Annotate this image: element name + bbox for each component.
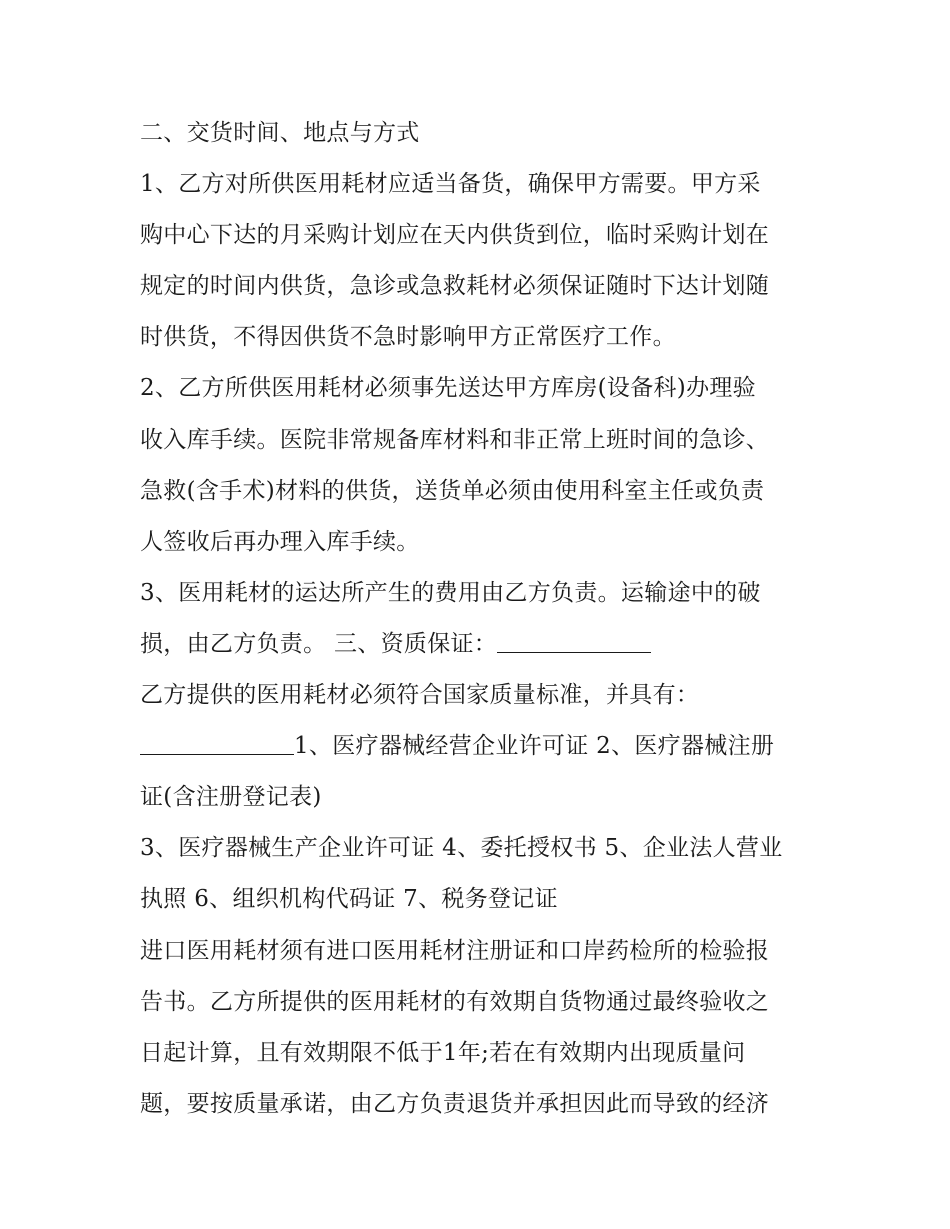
paragraph-line: 急救(含手术)材料的供货，送货单必须由使用科室主任或负责 bbox=[140, 477, 765, 504]
paragraph-line: 题，要按质量承诺，由乙方负责退货并承担因此而导致的经济 bbox=[140, 1090, 770, 1117]
paragraph-line: 乙方提供的医用耗材必须符合国家质量标准，并具有： bbox=[140, 682, 700, 709]
paragraph-line: 规定的时间内供货，急诊或急救耗材必须保证随时下达计划随 bbox=[140, 273, 770, 300]
paragraph-line: 收入库手续。医院非常规备库材料和非正常上班时间的急诊、 bbox=[140, 426, 770, 453]
paragraph-line: 2、乙方所供医用耗材必须事先送达甲方库房(设备科)办理验 bbox=[140, 375, 756, 402]
paragraph-line: 3、医疗器械生产企业许可证 4、委托授权书 5、企业法人营业 bbox=[140, 835, 783, 862]
line-text-after-blank: 1、医疗器械经营企业许可证 2、医疗器械注册 bbox=[294, 733, 775, 760]
paragraph-line-with-blank bbox=[140, 619, 820, 670]
paragraph-line: 进口医用耗材须有进口医用耗材注册证和口岸药检所的检验报 bbox=[140, 937, 770, 964]
fill-in-blank bbox=[140, 734, 294, 755]
fill-in-blank bbox=[497, 632, 651, 653]
paragraph-line: 购中心下达的月采购计划应在天内供货到位，临时采购计划在 bbox=[140, 222, 770, 249]
document-body bbox=[140, 108, 820, 1130]
paragraph-line-with-blank bbox=[140, 721, 820, 772]
paragraph-line: 人签收后再办理入库手续。 bbox=[140, 528, 420, 555]
paragraph-line: 日起计算，且有效期限不低于1年;若在有效期内出现质量问 bbox=[140, 1039, 746, 1066]
paragraph-line: 执照 6、组织机构代码证 7、税务登记证 bbox=[140, 886, 558, 913]
paragraph-line: 证(含注册登记表) bbox=[140, 784, 322, 811]
section-heading: 二、交货时间、地点与方式 bbox=[140, 120, 420, 146]
paragraph-line: 时供货，不得因供货不急时影响甲方正常医疗工作。 bbox=[140, 324, 676, 351]
line-text-before-blank: 损，由乙方负责。 三、资质保证： bbox=[140, 630, 498, 657]
paragraph-line: 3、医用耗材的运达所产生的费用由乙方负责。运输途中的破 bbox=[140, 579, 761, 606]
paragraph-line: 告书。乙方所提供的医用耗材的有效期自货物通过最终验收之 bbox=[140, 988, 770, 1015]
paragraph-line: 1、乙方对所供医用耗材应适当备货，确保甲方需要。甲方采 bbox=[140, 171, 761, 198]
